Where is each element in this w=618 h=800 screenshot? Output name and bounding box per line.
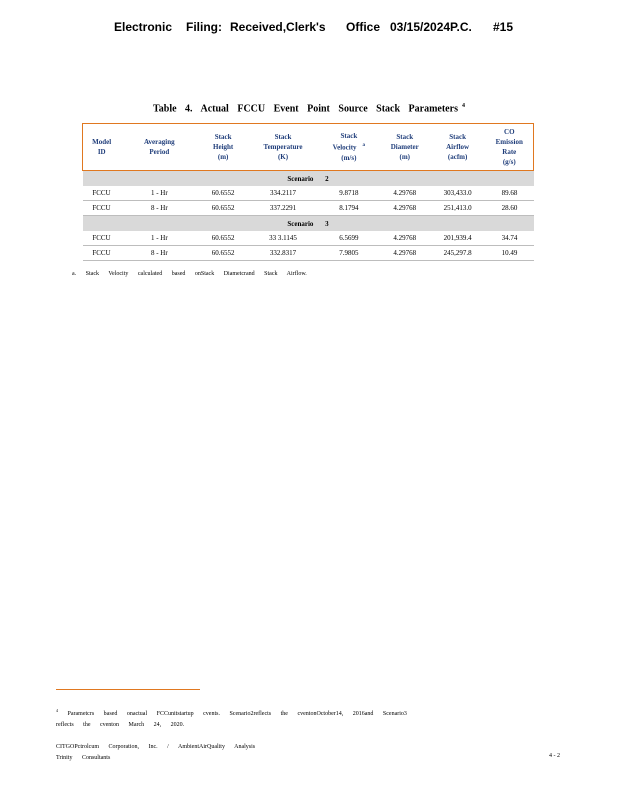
- cell-stack-velocity: 7.9805: [318, 246, 380, 261]
- cell-stack-temperature: 332.8317: [248, 246, 318, 261]
- col-header-stack-height: Stack Height (m): [198, 124, 248, 171]
- table-note: a. Stack Velocity calculated based onStack Diametcrand Stack Airflow.: [72, 271, 307, 277]
- cell-co-emission-rate: 28.60: [486, 201, 534, 216]
- cell-stack-diameter: 4.29768: [380, 201, 430, 216]
- cell-model-id: FCCU: [83, 186, 121, 201]
- cell-model-id: FCCU: [83, 231, 121, 246]
- scenario-2-row: [83, 171, 534, 187]
- cell-averaging-period: 8 - Hr: [120, 201, 198, 216]
- velocity-note-mark: a: [362, 143, 366, 149]
- stamp-date: 03/15/2024P.C.: [390, 20, 472, 34]
- page-number: 4 - 2: [549, 753, 560, 759]
- cell-stack-airflow: 251,413.0: [430, 201, 486, 216]
- cell-stack-velocity: 6.5699: [318, 231, 380, 246]
- footnote: [56, 705, 526, 731]
- col-header-model-id: Model ID: [83, 124, 121, 171]
- col-header-stack-airflow: Stack Airflow (acfm): [430, 124, 486, 171]
- footnote-divider: [56, 689, 200, 690]
- cell-stack-diameter: 4.29768: [380, 186, 430, 201]
- cell-stack-temperature: 334.2117: [248, 186, 318, 201]
- cell-stack-temperature: 33 3.1145: [248, 231, 318, 246]
- cell-stack-height: 60.6552: [198, 246, 248, 261]
- cell-stack-height: 60.6552: [198, 231, 248, 246]
- cell-stack-airflow: 303,433.0: [430, 186, 486, 201]
- footer-consultant: Trinity Consultants: [56, 755, 111, 761]
- stamp-word-filing: Filing:: [186, 20, 222, 34]
- footnote-line-1: Parametcrs based onactual FCCunitstartup cvents. Scenario2reflects the cventonOctober14, 2016and Scenario3: [67, 711, 407, 717]
- cell-averaging-period: 1 - Hr: [120, 186, 198, 201]
- table-row: [83, 186, 534, 201]
- cell-stack-velocity: 9.8718: [318, 186, 380, 201]
- scenario-3-label: Scenario 3: [83, 216, 534, 232]
- col-header-stack-velocity: Stack Velocity $^a$ (m/s): [318, 124, 380, 171]
- stamp-word-electronic: Electronic: [114, 20, 173, 34]
- cell-stack-velocity: 8.1794: [318, 201, 380, 216]
- scenario-3-row: [83, 216, 534, 232]
- footer-company: CITGOPctrolcum Corporation, Inc. / AmbientAirQuality Analysis: [56, 744, 256, 750]
- table-title: [0, 103, 618, 114]
- table-title-text: Table 4. Actual FCCU Event Point Source Stack Parameters: [153, 103, 458, 115]
- cell-averaging-period: 1 - Hr: [120, 231, 198, 246]
- page-footer: [56, 742, 255, 764]
- table-row: [83, 201, 534, 216]
- cell-stack-height: 60.6552: [198, 186, 248, 201]
- stack-parameters-table: [82, 123, 534, 261]
- scenario-2-label: Scenario 2: [83, 171, 534, 187]
- cell-model-id: FCCU: [83, 201, 121, 216]
- cell-stack-diameter: 4.29768: [380, 231, 430, 246]
- cell-stack-temperature: 337.2291: [248, 201, 318, 216]
- cell-stack-height: 60.6552: [198, 201, 248, 216]
- cell-averaging-period: 8 - Hr: [120, 246, 198, 261]
- col-header-stack-temperature: Stack Temperature (K): [248, 124, 318, 171]
- cell-co-emission-rate: 34.74: [486, 231, 534, 246]
- cell-stack-diameter: 4.29768: [380, 246, 430, 261]
- cell-model-id: FCCU: [83, 246, 121, 261]
- footnote-mark: 4: [56, 708, 58, 713]
- col-header-averaging-period: Averaging Period: [120, 124, 198, 171]
- stamp-word-office: Office: [346, 20, 381, 34]
- col-header-stack-diameter: Stack Diameter (m): [380, 124, 430, 171]
- table-row: [83, 246, 534, 261]
- electronic-filing-stamp: [0, 20, 618, 40]
- cell-stack-airflow: 201,939.4: [430, 231, 486, 246]
- footnote-line-2: reflects the cventon March 24, 2020.: [56, 722, 185, 728]
- table-header-row: [83, 124, 534, 171]
- table-row: [83, 231, 534, 246]
- col-header-co-emission-rate: CO Emission Rate (g/s): [486, 124, 534, 171]
- cell-stack-airflow: 245,297.8: [430, 246, 486, 261]
- table-title-footnote-mark: 4: [461, 103, 465, 109]
- cell-co-emission-rate: 10.49: [486, 246, 534, 261]
- cell-co-emission-rate: 89.68: [486, 186, 534, 201]
- stamp-word-received: Received,Clerk's: [230, 20, 326, 34]
- stamp-number: #15: [493, 20, 514, 34]
